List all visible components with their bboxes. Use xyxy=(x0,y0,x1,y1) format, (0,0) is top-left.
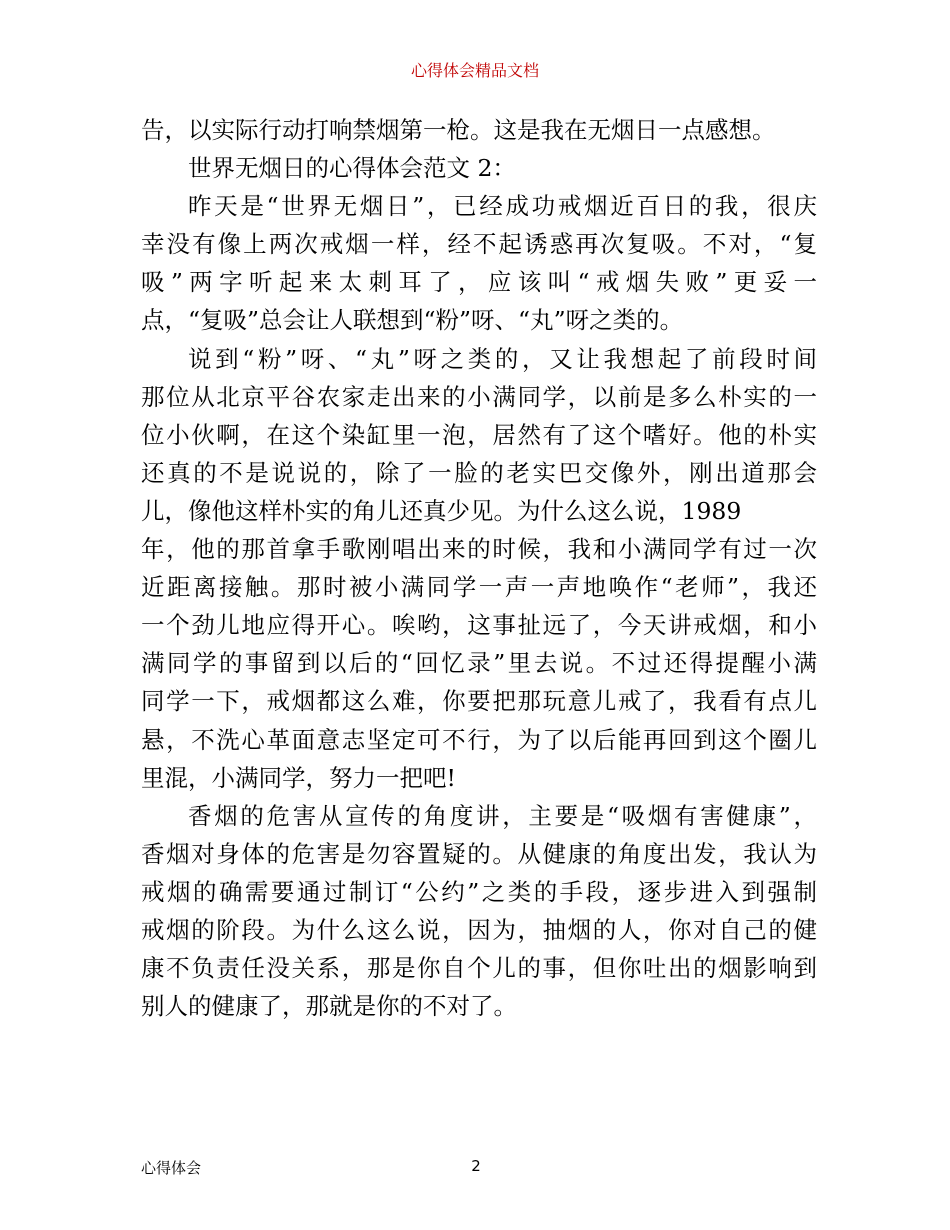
text-line: 告，以实际行动打响禁烟第一枪。这是我在无烟日一点感想。 xyxy=(141,116,776,144)
text-line: 位小伙啊，在这个染缸里一泡，居然有了这个嗜好。他的朴实 xyxy=(141,420,817,449)
text-line: 点，“复吸”总会让人联想到“粉”呀、“丸”呀之类的。 xyxy=(141,306,684,335)
text-line: 香烟对身体的危害是勿容置疑的。从健康的角度出发，我认为 xyxy=(141,839,817,868)
text-line: 说到“粉”呀、“丸”呀之类的，又让我想起了前段时间 xyxy=(188,344,817,373)
text-line: 里混，小满同学，努力一把吧! xyxy=(141,763,456,792)
text-line: 还真的不是说说的，除了一脸的老实巴交像外，刚出道那会 xyxy=(141,458,817,487)
text-line: 幸没有像上两次戒烟一样，经不起诱惑再次复吸。不对，“复 xyxy=(141,230,817,259)
text-line: 年，他的那首拿手歌刚唱出来的时候，我和小满同学有过一次 xyxy=(141,535,817,564)
document-body xyxy=(141,111,817,1025)
text-line: 吸”两字听起来太刺耳了，应该叫“戒烟失败”更妥一 xyxy=(141,268,817,297)
text-line: 戒烟的阶段。为什么这么说，因为，抽烟的人，你对自己的健 xyxy=(141,915,817,944)
text-line: 同学一下，戒烟都这么难，你要把那玩意儿戒了，我看有点儿 xyxy=(141,687,817,716)
text-line: 悬，不洗心革面意志坚定可不行，为了以后能再回到这个圈儿 xyxy=(141,725,817,754)
page-header-title: 心得体会精品文档 xyxy=(410,61,539,80)
text-line: 近距离接触。那时被小满同学一声一声地唤作“老师”，我还 xyxy=(141,573,817,602)
footer-label: 心得体会 xyxy=(141,1159,202,1177)
page-number: 2 xyxy=(471,1157,481,1175)
section-heading: 世界无烟日的心得体会范文 2： xyxy=(188,154,516,183)
text-line: 香烟的危害从宣传的角度讲，主要是“吸烟有害健康”， xyxy=(188,801,817,830)
text-line: 别人的健康了，那就是你的不对了。 xyxy=(141,992,517,1021)
text-line: 昨天是“世界无烟日”，已经成功戒烟近百日的我，很庆 xyxy=(188,192,817,221)
text-line: 康不负责任没关系，那是你自个儿的事，但你吐出的烟影响到 xyxy=(141,954,817,983)
text-line: 那位从北京平谷农家走出来的小满同学，以前是多么朴实的一 xyxy=(141,382,817,411)
text-line: 满同学的事留到以后的“回忆录”里去说。不过还得提醒小满 xyxy=(141,649,817,678)
text-line: 儿，像他这样朴实的角儿还真少见。为什么这么说，1989 xyxy=(141,496,742,525)
text-line: 戒烟的确需要通过制订“公约”之类的手段，逐步进入到强制 xyxy=(141,877,817,906)
text-line: 一个劲儿地应得开心。唉哟，这事扯远了，今天讲戒烟，和小 xyxy=(141,611,817,640)
